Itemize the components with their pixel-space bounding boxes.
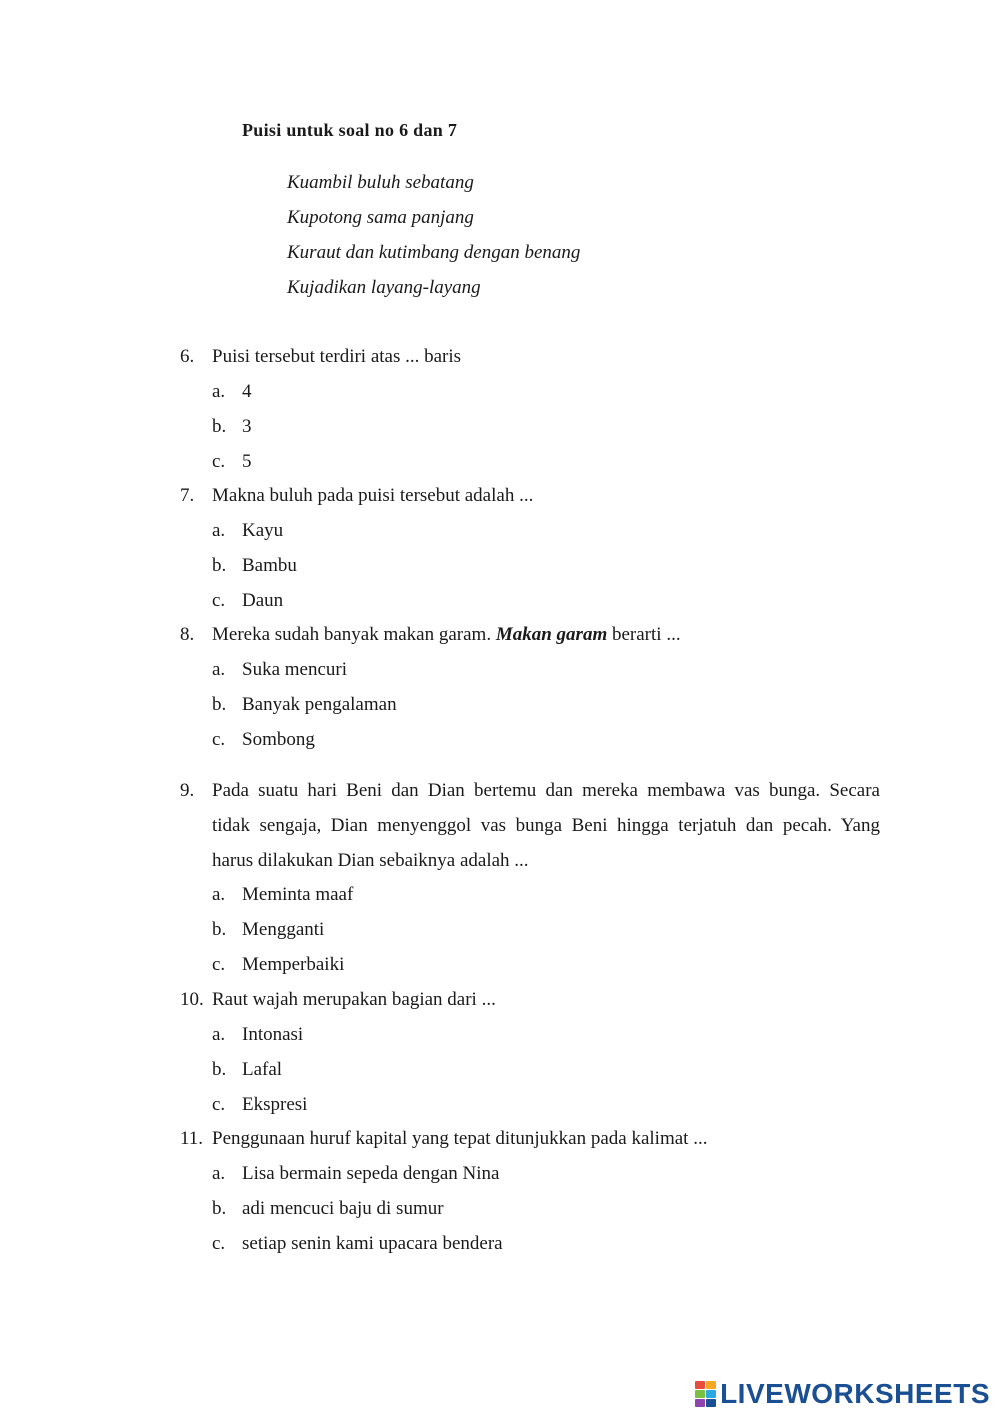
option-text: Lisa bermain sepeda dengan Nina	[242, 1163, 500, 1184]
question-number: 10.	[180, 989, 204, 1010]
option-text: Ekspresi	[242, 1094, 308, 1115]
logo-block	[706, 1381, 716, 1389]
logo-text: LIVEWORKSHEETS	[720, 1378, 990, 1409]
option-text: Suka mencuri	[242, 659, 348, 680]
question-number: 9.	[180, 780, 195, 801]
option-letter: b.	[212, 1198, 227, 1219]
question-text-line: Pada suatu hari Beni dan Dian bertemu dan mereka membawa vas bunga. Secara	[212, 780, 880, 801]
option-text: adi mencuci baju di sumur	[242, 1198, 444, 1219]
question-number: 11.	[180, 1128, 204, 1149]
option-text: Sombong	[242, 729, 315, 750]
option-letter: a.	[212, 659, 226, 680]
option-text: 5	[242, 451, 252, 472]
option-letter: b.	[212, 555, 227, 576]
poem-line: Kuraut dan kutimbang dengan benang	[287, 242, 581, 263]
question-text-part: Mereka sudah banyak makan garam.	[212, 624, 496, 645]
option-letter: a.	[212, 1163, 226, 1184]
poem-line: Kuambil buluh sebatang	[287, 172, 474, 193]
logo-block	[706, 1399, 716, 1407]
option-text: setiap senin kami upacara bendera	[242, 1233, 503, 1254]
question-text	[212, 624, 681, 646]
logo-block	[695, 1390, 705, 1398]
option-letter: c.	[212, 451, 226, 472]
option-text: Mengganti	[242, 919, 325, 940]
option-text: Meminta maaf	[242, 884, 354, 905]
poem-line: Kupotong sama panjang	[287, 207, 474, 228]
option-letter: a.	[212, 884, 226, 905]
question-text: Puisi tersebut terdiri atas ... baris	[212, 346, 462, 367]
option-text: Intonasi	[242, 1024, 304, 1045]
option-text: Daun	[242, 590, 284, 611]
poem-heading: Puisi untuk soal no 6 dan 7	[242, 120, 458, 140]
logo-blocks-icon	[695, 1381, 716, 1407]
question-text-line: tidak sengaja, Dian menyenggol vas bunga Beni hingga terjatuh dan pecah. Yang	[212, 815, 880, 836]
option-letter: c.	[212, 1094, 226, 1115]
option-letter: c.	[212, 1233, 226, 1254]
question-number: 6.	[180, 346, 195, 367]
option-letter: a.	[212, 520, 226, 541]
option-text: Bambu	[242, 555, 297, 576]
logo-block	[706, 1390, 716, 1398]
option-letter: b.	[212, 694, 227, 715]
option-text: Lafal	[242, 1059, 283, 1080]
option-text: Kayu	[242, 520, 284, 541]
option-text: Banyak pengalaman	[242, 694, 397, 715]
option-letter: c.	[212, 729, 226, 750]
logo-block	[695, 1381, 705, 1389]
option-letter: c.	[212, 954, 226, 975]
liveworksheets-logo	[695, 1378, 990, 1410]
option-letter: a.	[212, 381, 226, 402]
idiom-emphasis: Makan garam	[495, 624, 608, 645]
logo-block	[695, 1399, 705, 1407]
question-number: 7.	[180, 485, 195, 506]
question-text-line: harus dilakukan Dian sebaiknya adalah ...	[212, 850, 529, 871]
option-text: 3	[242, 416, 252, 437]
option-letter: b.	[212, 919, 227, 940]
option-letter: b.	[212, 1059, 227, 1080]
option-letter: c.	[212, 590, 226, 611]
poem-line: Kujadikan layang-layang	[287, 277, 481, 298]
option-text: 4	[242, 381, 252, 402]
option-text: Memperbaiki	[242, 954, 345, 975]
option-letter: a.	[212, 1024, 226, 1045]
question-text-part: berarti ...	[607, 624, 681, 645]
option-letter: b.	[212, 416, 227, 437]
question-text: Penggunaan huruf kapital yang tepat ditunjukkan pada kalimat ...	[212, 1128, 708, 1149]
question-text: Makna buluh pada puisi tersebut adalah ...	[212, 485, 534, 506]
question-text: Raut wajah merupakan bagian dari ...	[212, 989, 496, 1010]
question-number: 8.	[180, 624, 195, 645]
